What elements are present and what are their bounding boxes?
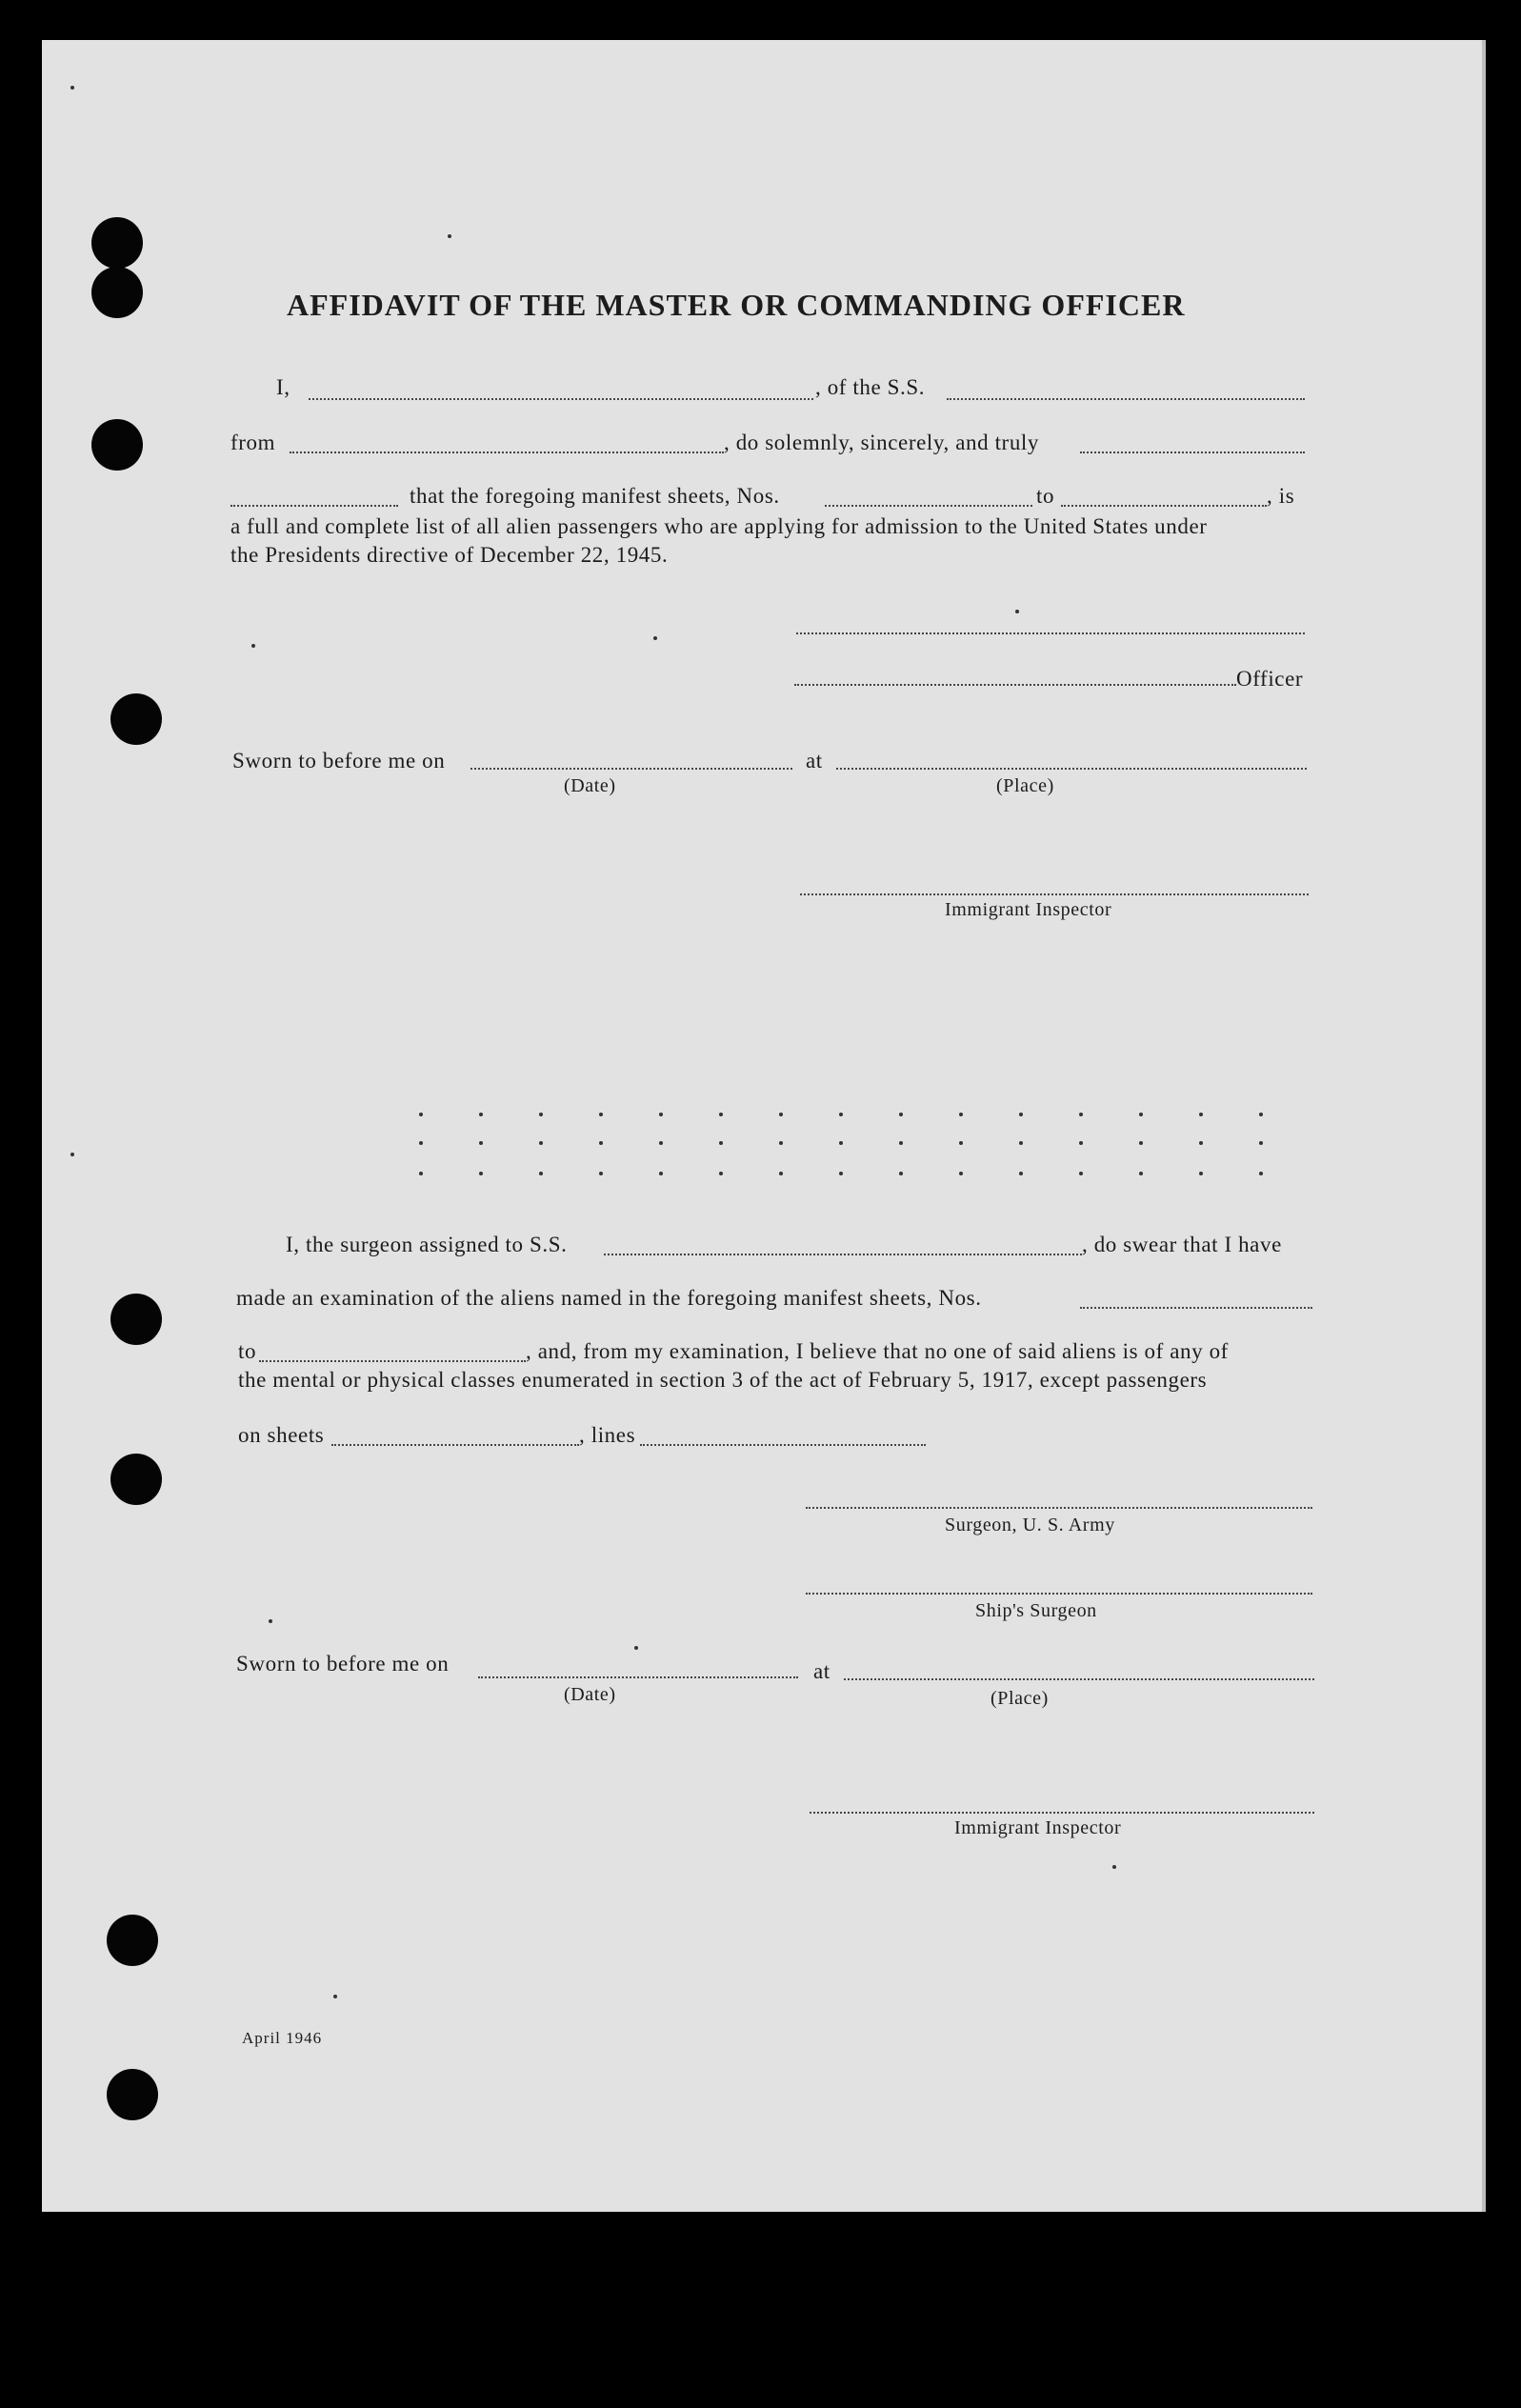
master-line2-mid: , do solemnly, sincerely, and truly — [724, 431, 1040, 454]
master-line3-to: to — [1036, 484, 1055, 508]
surgeon-line4: the mental or physical classes enumerated in section 3 of the act of February 5, 1917, except passengers — [238, 1368, 1208, 1392]
form-title: AFFIDAVIT OF THE MASTER OR COMMANDING OFFICER — [287, 288, 1186, 322]
surgeon-sheets-to-field[interactable] — [259, 1360, 526, 1362]
master-signature-line[interactable] — [796, 632, 1305, 634]
officer-label: Officer — [1236, 667, 1304, 691]
separator-dot — [1259, 1141, 1263, 1145]
binder-hole — [91, 217, 143, 269]
separator-dot — [839, 1113, 843, 1116]
binder-hole — [107, 2069, 158, 2120]
master-inspector-label: Immigrant Inspector — [945, 899, 1112, 920]
separator-dot — [539, 1113, 543, 1116]
separator-dot — [1079, 1172, 1083, 1175]
separator-dot — [1139, 1172, 1143, 1175]
separator-dot — [719, 1113, 723, 1116]
separator-dot — [1139, 1141, 1143, 1145]
surgeon-line5-mid: , lines — [579, 1423, 636, 1447]
paper-speck — [70, 1153, 74, 1156]
separator-dot — [659, 1172, 663, 1175]
separator-dot — [839, 1172, 843, 1175]
binder-hole — [110, 693, 162, 745]
except-lines-field[interactable] — [640, 1444, 926, 1446]
sheets-from-field[interactable] — [825, 505, 1032, 507]
surgeon-line3-end: , and, from my examination, I believe that no one of said aliens is of any of — [526, 1339, 1229, 1363]
master-line3-mid: that the foregoing manifest sheets, Nos. — [410, 484, 780, 508]
surgeon-line1-start: I, the surgeon assigned to S.S. — [286, 1233, 568, 1256]
separator-dot — [1199, 1113, 1203, 1116]
except-sheets-field[interactable] — [331, 1444, 579, 1446]
surgeon-inspector-signature-line[interactable] — [810, 1812, 1314, 1814]
oath-form-field[interactable] — [1080, 452, 1305, 453]
separator-dot — [539, 1172, 543, 1175]
separator-dot — [1019, 1141, 1023, 1145]
separator-dot — [599, 1141, 603, 1145]
master-line1-mid: , of the S.S. — [815, 375, 926, 399]
port-from-field[interactable] — [290, 452, 724, 453]
surgeon-line5-start: on sheets — [238, 1423, 325, 1447]
oath-verb-field[interactable] — [230, 505, 398, 507]
binder-hole — [91, 419, 143, 471]
master-sworn-label: Sworn to before me on — [232, 749, 446, 773]
paper-speck — [653, 636, 657, 640]
separator-dot — [479, 1141, 483, 1145]
separator-dot — [1139, 1113, 1143, 1116]
surgeon-ship-field[interactable] — [604, 1254, 1082, 1255]
master-line1-start: I, — [276, 375, 290, 399]
separator-dot — [779, 1113, 783, 1116]
separator-dot — [479, 1113, 483, 1116]
separator-dot — [959, 1141, 963, 1145]
surgeon-date-caption: (Date) — [564, 1684, 616, 1705]
surgeon-at-label: at — [813, 1659, 831, 1683]
master-name-field[interactable] — [309, 398, 813, 400]
separator-dot — [419, 1141, 423, 1145]
separator-dot — [719, 1172, 723, 1175]
separator-dot — [959, 1172, 963, 1175]
separator-dot — [899, 1141, 903, 1145]
separator-dot — [539, 1141, 543, 1145]
separator-dot — [899, 1113, 903, 1116]
separator-dot — [599, 1113, 603, 1116]
paper-speck — [1112, 1865, 1116, 1869]
paper-speck — [448, 234, 451, 238]
separator-dot — [1199, 1141, 1203, 1145]
separator-dot — [419, 1172, 423, 1175]
separator-dot — [1259, 1172, 1263, 1175]
surgeon-sworn-label: Sworn to before me on — [236, 1652, 450, 1676]
binder-hole — [107, 1915, 158, 1966]
master-sworn-place-field[interactable] — [836, 768, 1307, 770]
master-date-caption: (Date) — [564, 775, 616, 796]
separator-dot — [1079, 1141, 1083, 1145]
separator-dot — [419, 1113, 423, 1116]
ship-name-field[interactable] — [947, 398, 1305, 400]
master-line3-end: , is — [1267, 484, 1295, 508]
form-revision-date: April 1946 — [242, 2029, 323, 2047]
surgeon-line3-start: to — [238, 1339, 257, 1363]
army-surgeon-signature-line[interactable] — [806, 1507, 1312, 1509]
separator-dot — [1259, 1113, 1263, 1116]
master-sworn-date-field[interactable] — [470, 768, 792, 770]
master-inspector-signature-line[interactable] — [800, 893, 1309, 895]
binder-hole — [91, 267, 143, 318]
separator-dot — [779, 1141, 783, 1145]
separator-dot — [959, 1113, 963, 1116]
master-place-caption: (Place) — [996, 775, 1054, 796]
separator-dot — [1079, 1113, 1083, 1116]
form-sheet — [42, 40, 1486, 2212]
separator-dot — [599, 1172, 603, 1175]
separator-dot — [659, 1141, 663, 1145]
surgeon-place-caption: (Place) — [991, 1688, 1049, 1709]
ship-surgeon-signature-line[interactable] — [806, 1593, 1312, 1595]
paper-speck — [1015, 610, 1019, 613]
separator-dot — [1019, 1172, 1023, 1175]
paper-speck — [269, 1619, 272, 1623]
surgeon-sworn-date-field[interactable] — [478, 1676, 798, 1678]
paper-speck — [333, 1995, 337, 1998]
master-line4: a full and complete list of all alien passengers who are applying for admission to the United States under — [230, 514, 1208, 538]
master-line2-start: from — [230, 431, 276, 454]
separator-dot — [719, 1141, 723, 1145]
sheets-to-field[interactable] — [1061, 505, 1267, 507]
paper-speck — [634, 1646, 638, 1650]
army-surgeon-label: Surgeon, U. S. Army — [945, 1515, 1115, 1535]
surgeon-line1-end: , do swear that I have — [1082, 1233, 1282, 1256]
binder-hole — [110, 1294, 162, 1345]
officer-signature-line[interactable] — [794, 684, 1236, 686]
separator-dot — [659, 1113, 663, 1116]
paper-speck — [70, 86, 74, 90]
surgeon-sheets-from-field[interactable] — [1080, 1307, 1312, 1309]
separator-dot — [779, 1172, 783, 1175]
binder-hole — [110, 1454, 162, 1505]
master-at-label: at — [806, 749, 823, 773]
separator-dot — [899, 1172, 903, 1175]
surgeon-line2: made an examination of the aliens named in the foregoing manifest sheets, Nos. — [236, 1286, 982, 1310]
paper-speck — [251, 644, 255, 648]
separator-dot — [839, 1141, 843, 1145]
surgeon-sworn-place-field[interactable] — [844, 1678, 1314, 1680]
separator-dot — [1199, 1172, 1203, 1175]
master-line5: the Presidents directive of December 22, 1945. — [230, 543, 669, 567]
surgeon-inspector-label: Immigrant Inspector — [954, 1817, 1122, 1838]
ship-surgeon-label: Ship's Surgeon — [975, 1600, 1097, 1621]
separator-dot — [1019, 1113, 1023, 1116]
separator-dot — [479, 1172, 483, 1175]
